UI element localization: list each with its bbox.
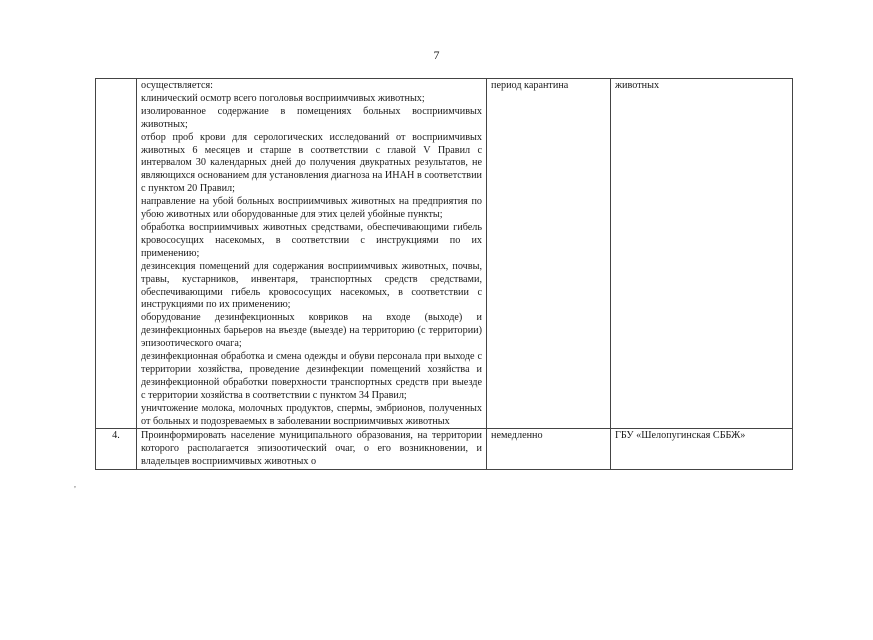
measure-item: дезинфекционная обработка и смена одежды и обуви персонала при выходе с территории хозяйства, проведение дезинфекции помещений хозяйства и дезинфекционной обработки поверхности транспортных средств при выезде с территории хозяйства в соответствии с пунктом 34 Правил; [141,351,482,401]
measures-cell [137,429,487,470]
measure-item: Проинформировать население муниципального образования, на территории которого располагается эпизоотический очаг, о его возникновении, и владельцев восприимчивых животных о [141,430,482,468]
measure-item: уничтожение молока, молочных продуктов, спермы, эмбрионов, полученных от больных и подозреваемых в заболевании восприимчивых животных [141,402,482,427]
measures-table [95,78,793,470]
responsible-cell: животных [611,79,793,429]
responsible-cell: ГБУ «Шелопугинская СББЖ» [611,429,793,470]
measure-item: оборудование дезинфекционных ковриков на входе (выходе) и дезинфекционных барьеров на въезде (выезде) на территорию (с территории) эпизоотического очага; [141,312,482,350]
measure-item: клинический осмотр всего поголовья восприимчивых животных; [141,92,425,104]
measure-item: обработка восприимчивых животных средствами, обеспечивающими гибель кровососущих насекомых, в соответствии с инструкциями по их применению; [141,221,482,259]
deadline-cell: немедленно [487,429,611,470]
measure-item: дезинсекция помещений для содержания восприимчивых животных, почвы, травы, кустарников, инвентаря, транспортных средств средствами, обеспечивающими гибель кровососущих насекомых, в соответствии с инструкциями по их применению; [141,260,482,311]
measures-cell [137,79,487,429]
row-number-cell [96,79,137,429]
table-row [96,429,793,470]
deadline-cell: период карантина [487,79,611,429]
margin-mark: , [74,480,76,489]
measure-item: осуществляется: [141,80,214,91]
table-row [96,79,793,429]
page-number: 7 [433,48,440,62]
measure-item: отбор проб крови для серологических исследований от восприимчивых животных 6 месяцев и старше в соответствии с главой V Правил с интервалом 30 календарных дней до получения двукратных результатов, не являющихся основанием для установления диагноза на ИНАН в соответствии с пунктом 20 Правил; [141,131,482,195]
measure-item: направление на убой больных восприимчивых животных на предприятия по убою животных или оборудованные для этих целей убойные пункты; [141,196,482,221]
measure-item: изолированное содержание в помещениях больных восприимчивых животных; [141,105,482,130]
row-number-cell: 4. [96,429,137,470]
